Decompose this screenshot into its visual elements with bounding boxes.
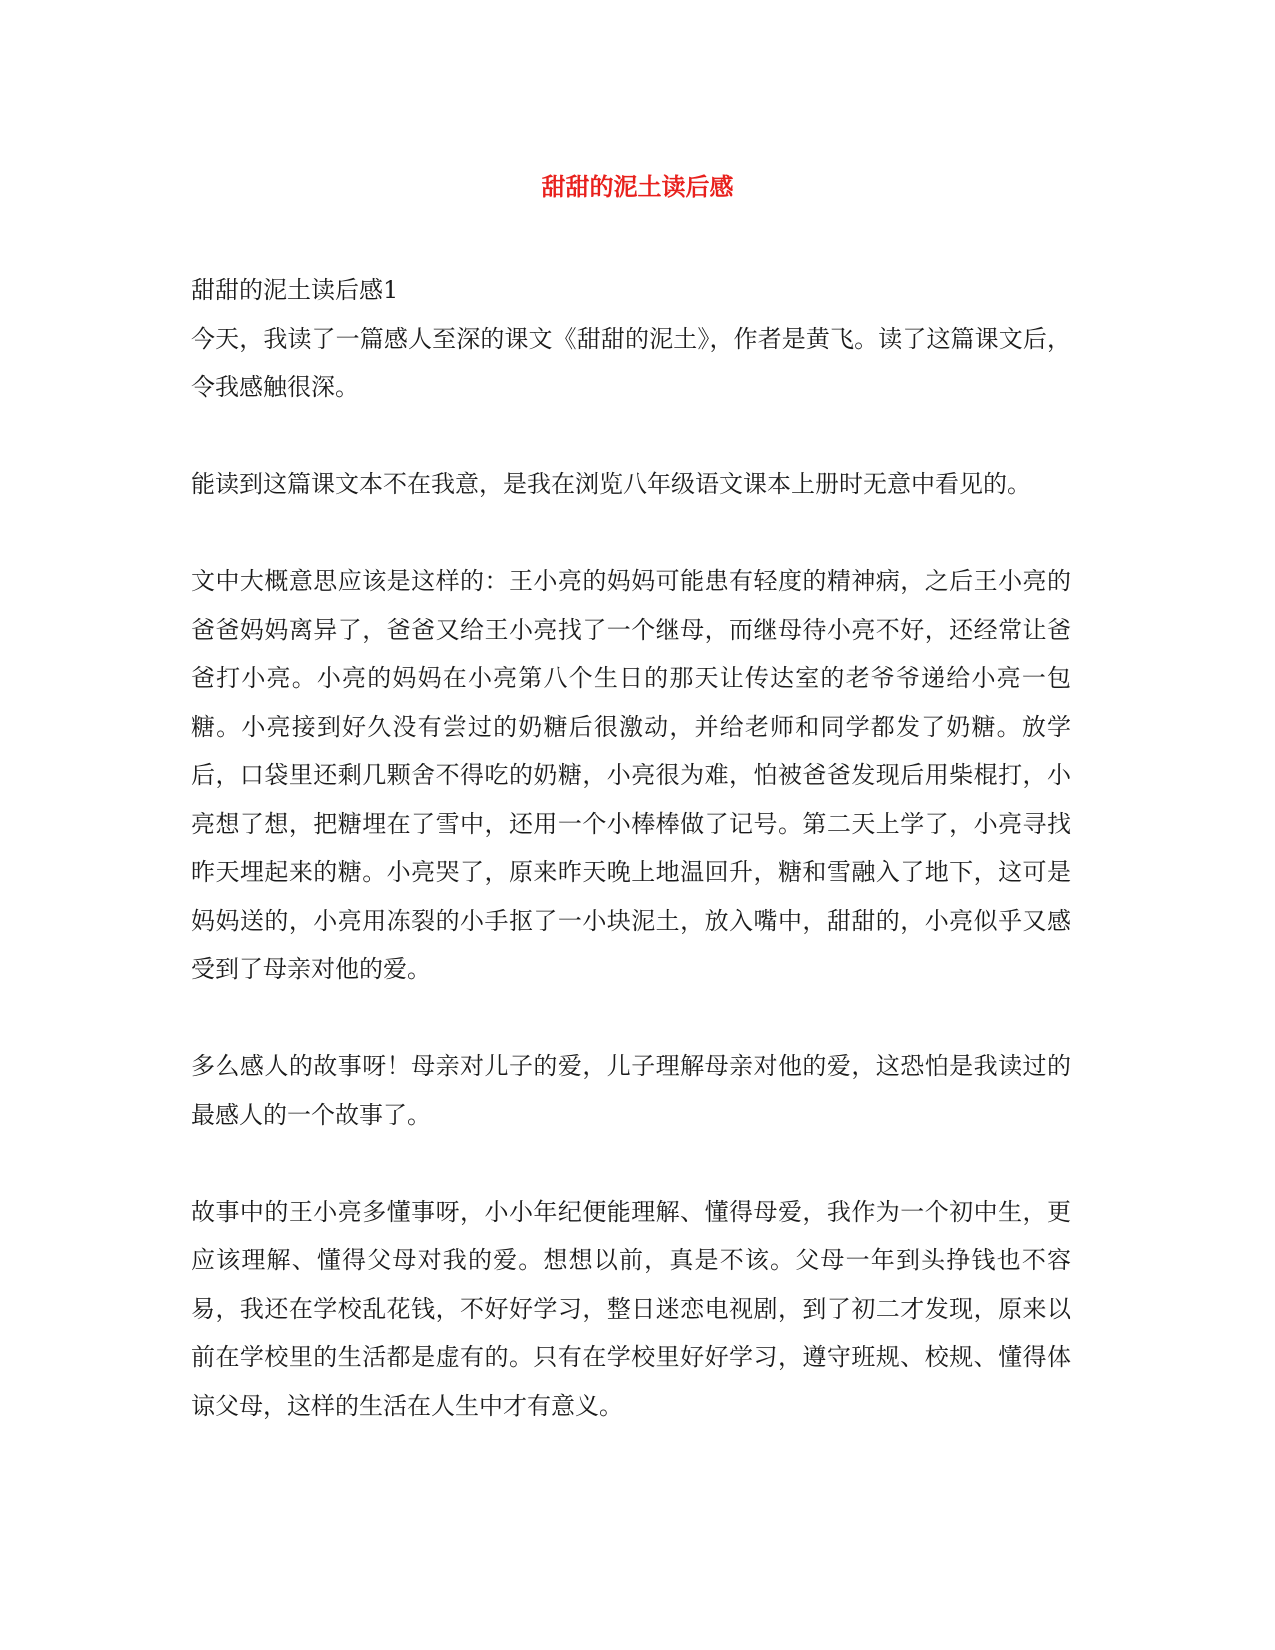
- paragraph-3: 文中大概意思应该是这样的：王小亮的妈妈可能患有轻度的精神病，之后王小亮的爸爸妈妈离异了，爸爸又给王小亮找了一个继母，而继母待小亮不好，还经常让爸爸打小亮。小亮的妈妈在小亮第八个生日的那天让传达室的老爷爷递给小亮一包糖。小亮接到好久没有尝过的奶糖后很激动，并给老师和同学都发了奶糖。放学后，口袋里还剩几颗舍不得吃的奶糖，小亮很为难，怕被爸爸发现后用柴棍打，小亮想了想，把糖埋在了雪中，还用一个小棒棒做了记号。第二天上学了，小亮寻找昨天埋起来的糖。小亮哭了，原来昨天晚上地温回升，糖和雪融入了地下，这可是妈妈送的，小亮用冻裂的小手抠了一小块泥土，放入嘴中，甜甜的，小亮似乎又感受到了母亲对他的爱。: [191, 567, 1071, 983]
- document-body: [191, 266, 1071, 1430]
- paragraph-1: 今天，我读了一篇感人至深的课文《甜甜的泥土》，作者是黄飞。读了这篇课文后，令我感触很深。: [191, 324, 1071, 401]
- paragraph-5: 故事中的王小亮多懂事呀，小小年纪便能理解、懂得母爱，我作为一个初中生，更应该理解、懂得父母对我的爱。想想以前，真是不该。父母一年到头挣钱也不容易，我还在学校乱花钱，不好好学习，整日迷恋电视剧，到了初二才发现，原来以前在学校里的生活都是虚有的。只有在学校里好好学习，遵守班规、校规、懂得体谅父母，这样的生活在人生中才有意义。: [191, 1197, 1071, 1420]
- section-heading: 甜甜的泥土读后感1: [191, 276, 399, 304]
- document-title: 甜甜的泥土读后感: [541, 172, 734, 201]
- paragraph-4: 多么感人的故事呀！母亲对儿子的爱，儿子理解母亲对他的爱，这恐怕是我读过的最感人的一个故事了。: [191, 1052, 1071, 1129]
- paragraph-2: 能读到这篇课文本不在我意，是我在浏览八年级语文课本上册时无意中看见的。: [191, 470, 1031, 498]
